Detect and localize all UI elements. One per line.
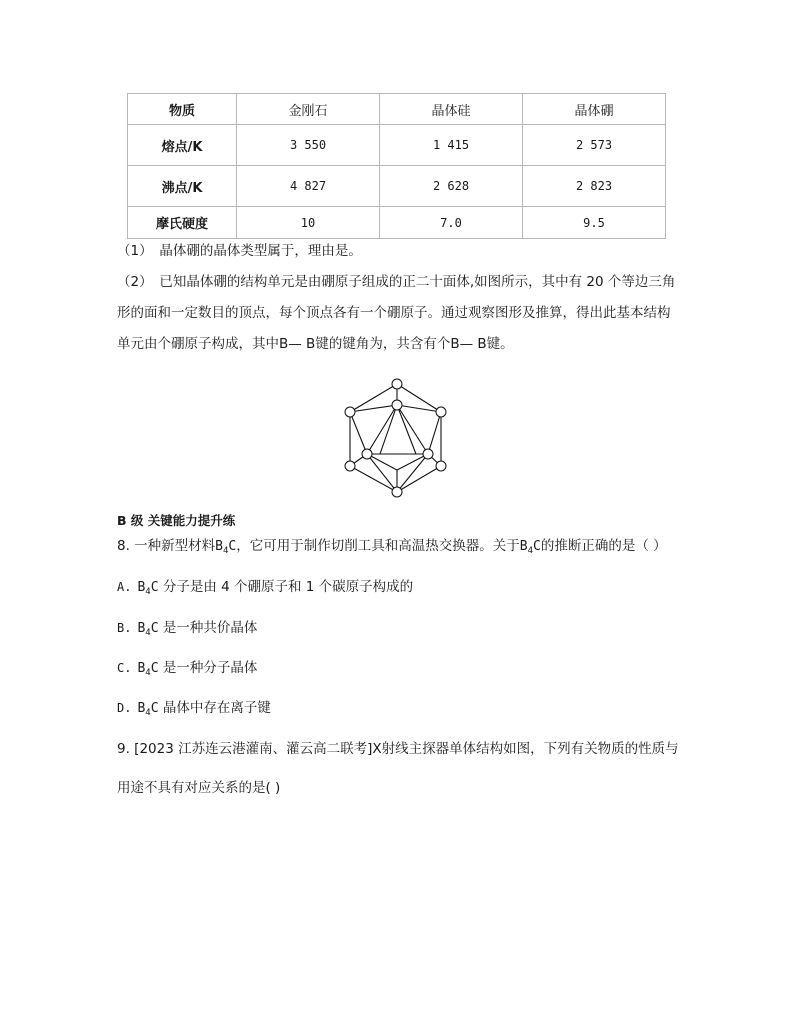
formula-b: B <box>137 661 146 676</box>
formula-subscript: 4 <box>145 668 151 678</box>
table-cell: 2 628 <box>380 166 523 207</box>
option-letter: C. <box>117 661 132 675</box>
question-1: （1） 晶体硼的晶体类型属于，理由是。 <box>117 243 362 259</box>
question-2-line-1: （2） 已知晶体硼的结构单元是由硼原子组成的正二十面体,如图所示，其中有 20 个等边三角 <box>117 274 676 290</box>
option-b <box>117 618 257 643</box>
table-header-cell: 物质 <box>128 94 237 125</box>
formula-b: B <box>137 701 146 716</box>
question-8-prefix: 8. 一种新型材料 <box>117 538 216 554</box>
option-letter: B. <box>117 621 132 635</box>
formula-b4c <box>137 701 158 716</box>
option-letter: A. <box>117 580 132 594</box>
option-c <box>117 658 257 683</box>
formula-c: C <box>150 621 159 636</box>
formula-b4c <box>137 580 158 595</box>
question-2-line-2: 形的面和一定数目的顶点，每个顶点各有一个硼原子。通过观察图形及推算，得出此基本结构 <box>117 305 671 321</box>
formula-c: C <box>228 539 237 554</box>
formula-b4c <box>215 539 236 554</box>
formula-subscript: 4 <box>145 708 151 718</box>
table-cell: 2 823 <box>523 166 666 207</box>
formula-b: B <box>137 580 146 595</box>
properties-table <box>127 93 666 239</box>
row-label: 沸点/K <box>128 166 237 207</box>
table-cell: 10 <box>237 207 380 239</box>
table-cell: 2 573 <box>523 125 666 166</box>
formula-c: C <box>533 539 541 554</box>
formula-c: C <box>150 580 159 595</box>
option-text: 是一种共价晶体 <box>162 620 258 636</box>
question-2-line-3: 单元由个硼原子构成，其中B— B键的键角为，共含有个B— B键。 <box>117 336 514 352</box>
option-text: 是一种分子晶体 <box>162 660 258 676</box>
formula-b4c <box>520 539 541 554</box>
formula-b4c <box>137 661 158 676</box>
formula-subscript: 4 <box>145 628 151 638</box>
table-cell: 1 415 <box>380 125 523 166</box>
table-cell: 3 550 <box>237 125 380 166</box>
row-label: 熔点/K <box>128 125 237 166</box>
table-cell: 7.0 <box>380 207 523 239</box>
question-9-line-1: 9. [2023 江苏连云港灌南、灌云高二联考]X射线主探器单体结构如图，下列有关物质的性质与 <box>117 741 679 757</box>
formula-c: C <box>150 661 159 676</box>
formula-subscript: 4 <box>145 587 151 597</box>
table-cell: 4 827 <box>237 166 380 207</box>
question-8 <box>117 536 667 561</box>
formula-b4c <box>137 621 158 636</box>
table-header-cell: 金刚石 <box>237 94 380 125</box>
row-label: 摩氏硬度 <box>128 207 237 239</box>
question-9-line-2: 用途不具有对应关系的是( ) <box>117 780 281 796</box>
icosahedron-figure <box>340 378 456 498</box>
table-header-row <box>128 94 666 125</box>
option-text: 分子是由 4 个硼原子和 1 个碳原子构成的 <box>162 579 414 595</box>
formula-subscript: 4 <box>527 546 533 556</box>
table-header-cell: 晶体硅 <box>380 94 523 125</box>
formula-c: C <box>150 701 159 716</box>
option-text: 晶体中存在离子键 <box>162 700 271 716</box>
question-8-middle: ，它可用于制作切削工具和高温热交换器。关于 <box>236 538 520 554</box>
formula-b: B <box>215 539 223 554</box>
formula-b: B <box>519 539 528 554</box>
question-8-suffix: 的推断正确的是（ ） <box>540 538 667 554</box>
table-row <box>128 207 666 239</box>
formula-b: B <box>137 621 146 636</box>
table-row <box>128 125 666 166</box>
table-row <box>128 166 666 207</box>
table-header-cell: 晶体硼 <box>523 94 666 125</box>
formula-subscript: 4 <box>223 546 229 556</box>
option-a <box>117 577 413 602</box>
section-b-heading: B 级 关键能力提升练 <box>117 513 236 528</box>
option-d <box>117 698 271 723</box>
option-letter: D. <box>117 701 132 715</box>
table-cell: 9.5 <box>523 207 666 239</box>
